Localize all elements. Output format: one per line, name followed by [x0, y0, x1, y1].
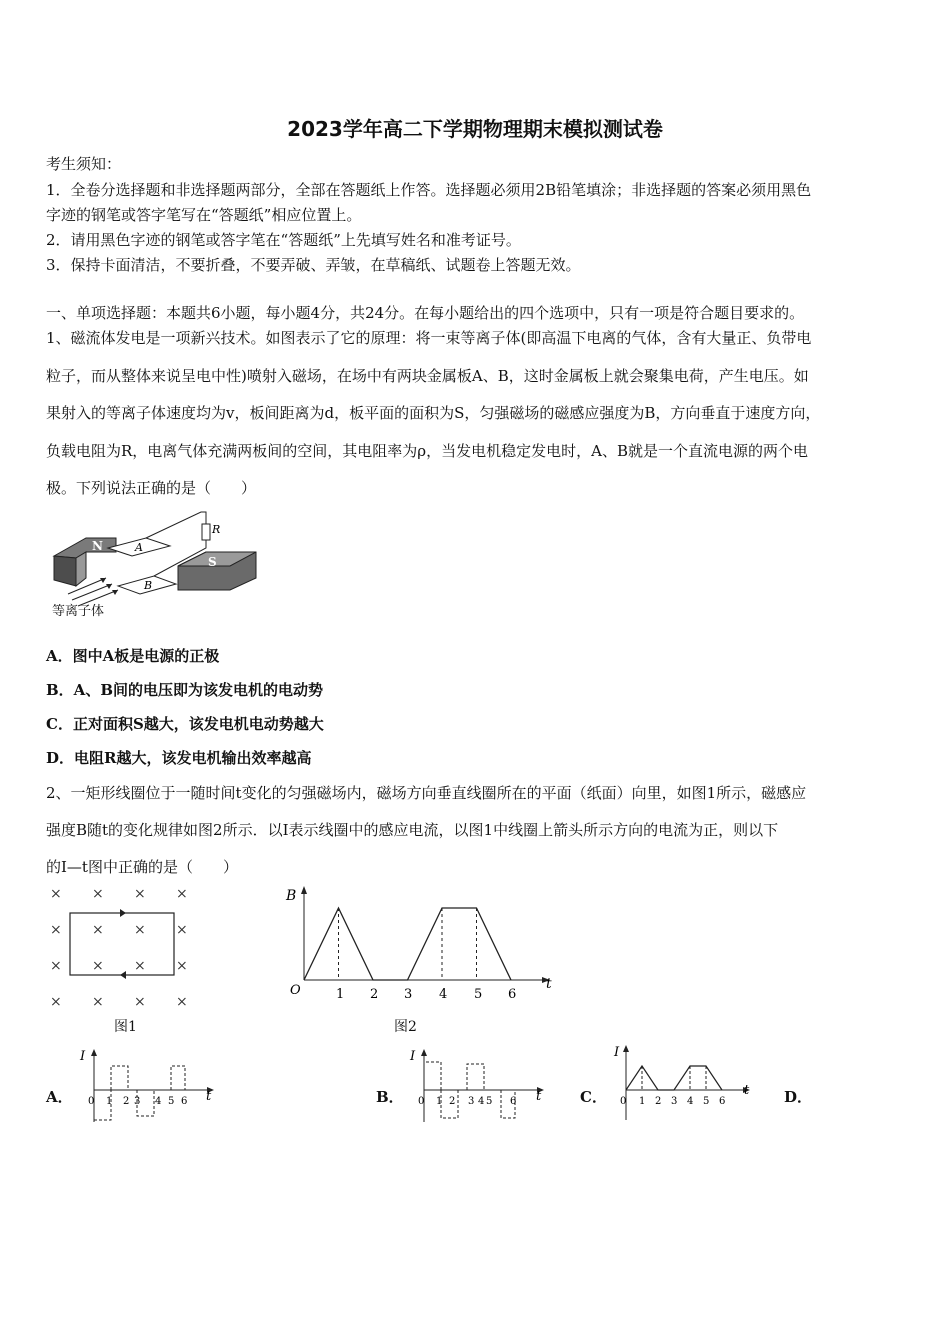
- fig1-caption: 图1: [114, 1019, 137, 1035]
- q2-option-a-label: A．: [46, 1088, 73, 1106]
- svg-text:0: 0: [620, 1096, 627, 1107]
- coil-rect: [70, 913, 174, 975]
- svg-text:×: ×: [134, 886, 146, 902]
- q2-option-c-graph: [606, 1042, 766, 1122]
- plate-a-label: A: [135, 541, 143, 554]
- figure-caption: 等离子体: [52, 604, 105, 619]
- svg-text:5: 5: [486, 1096, 493, 1107]
- svg-text:5: 5: [168, 1096, 175, 1107]
- svg-text:2: 2: [449, 1096, 456, 1107]
- svg-text:×: ×: [50, 922, 62, 938]
- svg-text:4: 4: [155, 1096, 162, 1107]
- svg-text:6: 6: [510, 1096, 517, 1107]
- resistor-r-label: R: [212, 523, 221, 536]
- svg-text:6: 6: [508, 987, 517, 1002]
- svg-text:t: t: [546, 976, 552, 992]
- question-1-text: 1、磁流体发电是一项新兴技术。如图表示了它的原理：将一束等离子体(即高温下电离的气体，含有大量正、负带电: [46, 329, 812, 347]
- svg-text:×: ×: [50, 994, 62, 1010]
- plate-b-label: B: [144, 579, 153, 592]
- svg-text:6: 6: [181, 1096, 188, 1107]
- svg-text:3: 3: [671, 1096, 678, 1107]
- question-1-text: 负载电阻为R，电离气体充满两板间的空间，其电阻率为ρ，当发电机稳定发电时，A、B就是一个直流电源的两个电: [46, 442, 808, 460]
- notice-item: 字迹的钢笔或答字笔写在“答题纸”相应位置上。: [46, 206, 362, 224]
- mhd-generator-figure: [46, 508, 266, 618]
- option-c: C．正对面积S越大，该发电机电动势越大: [46, 715, 324, 733]
- svg-text:I: I: [80, 1049, 86, 1064]
- svg-text:×: ×: [176, 994, 188, 1010]
- svg-text:t: t: [206, 1089, 212, 1104]
- svg-text:2: 2: [123, 1096, 130, 1107]
- option-a: A．图中A板是电源的正极: [46, 647, 220, 665]
- svg-text:×: ×: [176, 922, 188, 938]
- svg-text:O: O: [290, 983, 301, 998]
- b-t-graph: [280, 880, 560, 1035]
- q2-option-b-label: B．: [376, 1088, 404, 1106]
- svg-text:0: 0: [88, 1096, 95, 1107]
- question-2-text: 2、一矩形线圈位于一随时间t变化的匀强磁场内，磁场方向垂直线圈所在的平面（纸面）向里，如图1所示，磁感应: [46, 784, 807, 802]
- svg-text:×: ×: [134, 994, 146, 1010]
- svg-text:×: ×: [92, 922, 104, 938]
- question-1-text: 粒子，而从整体来说呈电中性)喷射入磁场，在场中有两块金属板A、B，这时金属板上就会聚集电荷，产生电压。如: [46, 367, 809, 385]
- notice-heading: 考生须知：: [46, 155, 122, 173]
- svg-text:×: ×: [176, 958, 188, 974]
- svg-text:×: ×: [50, 886, 62, 902]
- svg-text:4: 4: [478, 1096, 485, 1107]
- magnet-s-label: S: [208, 555, 217, 569]
- question-1-text: 果射入的等离子体速度均为v，板间距离为d，板平面的面积为S，匀强磁场的磁感应强度为B，方向垂直于速度方向，: [46, 404, 821, 422]
- svg-text:×: ×: [92, 994, 104, 1010]
- svg-text:B: B: [286, 888, 297, 904]
- notice-item: 2．请用黑色字迹的钢笔或答字笔在“答题纸”上先填写姓名和准考证号。: [46, 231, 521, 249]
- svg-text:1: 1: [639, 1096, 646, 1107]
- svg-text:1: 1: [436, 1096, 443, 1107]
- option-d: D．电阻R越大，该发电机输出效率越高: [46, 749, 312, 767]
- svg-text:4: 4: [687, 1096, 694, 1107]
- svg-text:3: 3: [468, 1096, 475, 1107]
- fig2-caption: 图2: [394, 1019, 417, 1035]
- svg-text:2: 2: [655, 1096, 662, 1107]
- svg-text:×: ×: [92, 958, 104, 974]
- question-2-text: 强度B随t的变化规律如图2所示．以I表示线圈中的感应电流，以图1中线圈上箭头所示方向的电流为正，则以下: [46, 821, 779, 839]
- svg-text:1: 1: [336, 987, 345, 1002]
- svg-text:3: 3: [134, 1096, 141, 1107]
- svg-text:5: 5: [703, 1096, 710, 1107]
- svg-text:4: 4: [439, 987, 448, 1002]
- svg-text:2: 2: [370, 987, 379, 1002]
- svg-text:3: 3: [404, 987, 413, 1002]
- option-b: B．A、B间的电压即为该发电机的电动势: [46, 681, 323, 699]
- svg-text:×: ×: [176, 886, 188, 902]
- svg-text:t: t: [744, 1083, 750, 1098]
- svg-text:×: ×: [134, 922, 146, 938]
- svg-text:1: 1: [106, 1096, 113, 1107]
- svg-text:0: 0: [418, 1096, 425, 1107]
- svg-text:5: 5: [474, 987, 483, 1002]
- q2-option-c-label: C．: [580, 1088, 607, 1106]
- magnet-n-label: N: [92, 539, 103, 553]
- svg-text:I: I: [614, 1045, 620, 1060]
- svg-text:×: ×: [92, 886, 104, 902]
- question-1-text: 极。下列说法正确的是（ ）: [46, 479, 257, 497]
- svg-text:t: t: [536, 1089, 542, 1104]
- q2-option-b-graph: [404, 1046, 554, 1126]
- q2-option-a-graph: [74, 1046, 224, 1126]
- coil-figure: [40, 880, 210, 1035]
- page-title: 2023学年高二下学期物理期末模拟测试卷: [287, 117, 663, 141]
- svg-text:6: 6: [719, 1096, 726, 1107]
- resistor-icon: [202, 524, 210, 540]
- svg-text:×: ×: [134, 958, 146, 974]
- b-t-curve: [304, 908, 511, 980]
- notice-item: 3．保持卡面清洁，不要折叠，不要弄破、弄皱，在草稿纸、试题卷上答题无效。: [46, 256, 581, 274]
- question-2-text: 的I—t图中正确的是（ ）: [46, 858, 238, 876]
- svg-text:I: I: [410, 1049, 416, 1064]
- section-heading: 一、单项选择题：本题共6小题，每小题4分，共24分。在每小题给出的四个选项中，只有一项是符合题目要求的。: [46, 304, 805, 322]
- svg-text:×: ×: [50, 958, 62, 974]
- notice-item: 1．全卷分选择题和非选择题两部分，全部在答题纸上作答。选择题必须用2B铅笔填涂；非选择题的答案必须用黑色: [46, 181, 812, 199]
- q2-option-d-label: D．: [784, 1088, 813, 1106]
